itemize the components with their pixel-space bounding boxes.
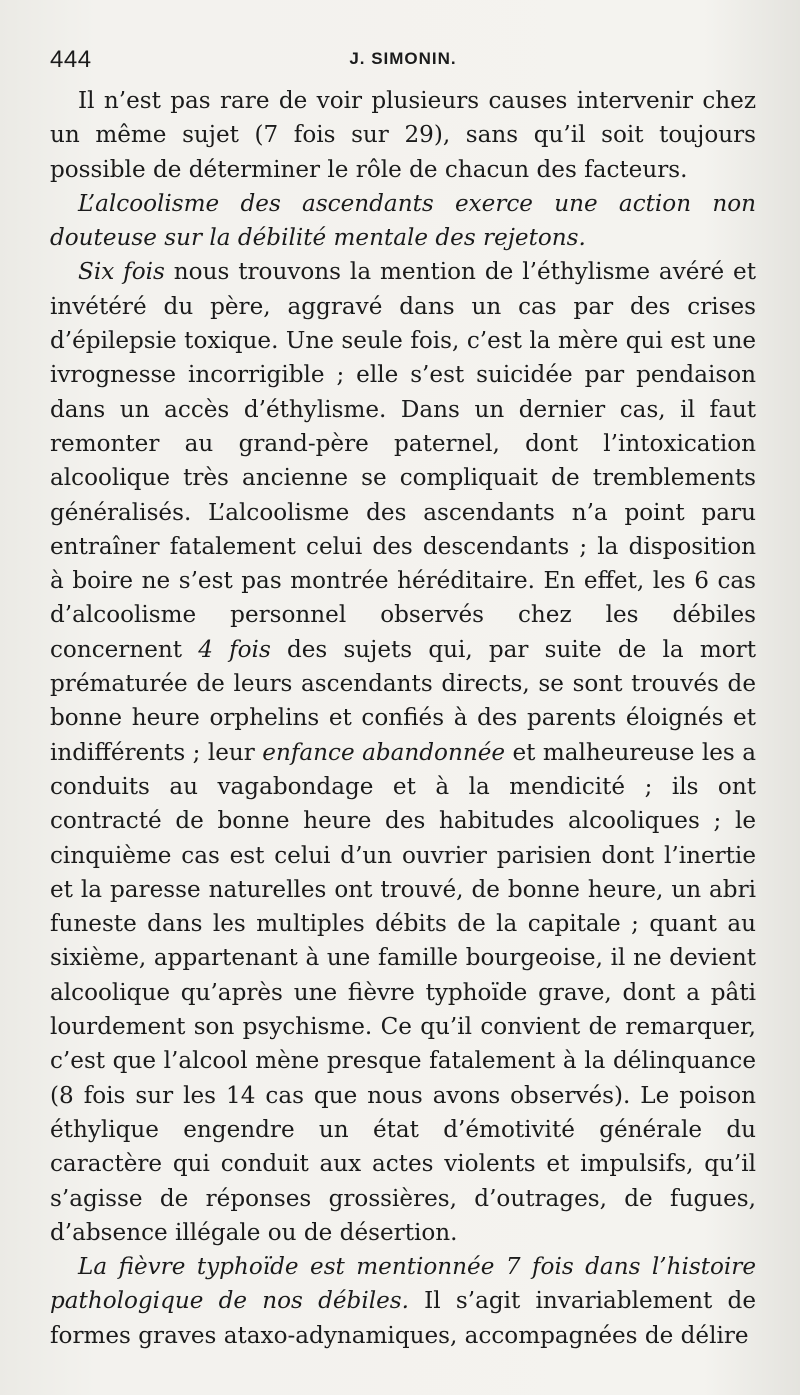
page-header [50,40,756,84]
paragraph-2 [50,187,756,256]
paragraph-3-text: nous trouvons la mention de l’éthylisme avéré et invétéré du père, aggravé dans un cas par des crises d’épilepsie toxique. Une seule fois, c’est la mère qui est une ivrognesse incorrigible ; elle s’est suicidée par pendaison dans un accès d’éthylisme. Dans un dernier cas, il faut remonter au grand-père paternel, dont l’intoxication alcoolique très ancienne se compliquait de tremblements généralisés. L’alcoolisme des ascendants n’a point paru entraîner fatalement celui des descendants ; la disposition à boire ne s’est pas montrée héréditaire. En effet, les 6 cas d’alcoolisme personnel observés chez les débiles concernent [50,259,756,663]
paragraph-1-text: Il n’est pas rare de voir plusieurs causes intervenir chez un même sujet (7 fois sur 29), sans qu’il soit toujours possible de déterminer le rôle de chacun des facteurs. [50,88,756,183]
paragraph-2-italic: L’alcoolisme des ascendants exerce une action non douteuse sur la débilité mentale des rejetons. [50,190,756,252]
paragraph-3-italic-mid: 4 fois [198,636,271,663]
paragraph-3-text-2: des sujets qui, par suite de la mort prématurée de leurs ascendants directs, se sont trouvés de bonne heure orphelins et confiés à des parents éloignés et indifférents ; leur [50,636,756,766]
paragraph-3-italic-lead: Six fois [78,259,165,286]
page-number: 444 [50,46,92,73]
paragraph-3 [50,255,756,1250]
paragraph-3-italic-mid-2: enfance abandonnée [262,739,506,766]
paragraph-4 [50,1250,756,1353]
paragraph-4-text: Il s’agit invariablement de formes graves ataxo-adynamiques, accompagnées de délire [50,1288,756,1349]
running-head: J. SIMONIN. [349,49,457,68]
body-text [50,84,756,1353]
paragraph-4-italic-lead: La fièvre typhoïde est mentionnée 7 fois dans l’histoire pathologique de nos débiles. [50,1254,756,1315]
paragraph-3-text-3: et malheureuse les a conduits au vagabondage et à la mendicité ; ils ont contracté de bonne heure des habitudes alcooliques ; le cinquième cas est celui d’un ouvrier parisien dont l’inertie et la paresse naturelles ont trouvé, de bonne heure, un abri funeste dans les multiples débits de la capitale ; quant au sixième, appartenant à une famille bourgeoise, il ne devient alcoolique qu’après une fièvre typhoïde grave, dont a pâti lourdement son psychisme. Ce qu’il convient de remarquer, c’est que l’alcool mène presque fatalement à la délinquance (8 fois sur les 14 cas que nous avons observés). Le poison éthylique engendre un état d’émotivité générale du caractère qui conduit aux actes violents et impulsifs, qu’il s’agisse de réponses grossières, d’outrages, de fugues, d’absence illégale ou de désertion. [50,739,756,1246]
paragraph-1 [50,84,756,187]
